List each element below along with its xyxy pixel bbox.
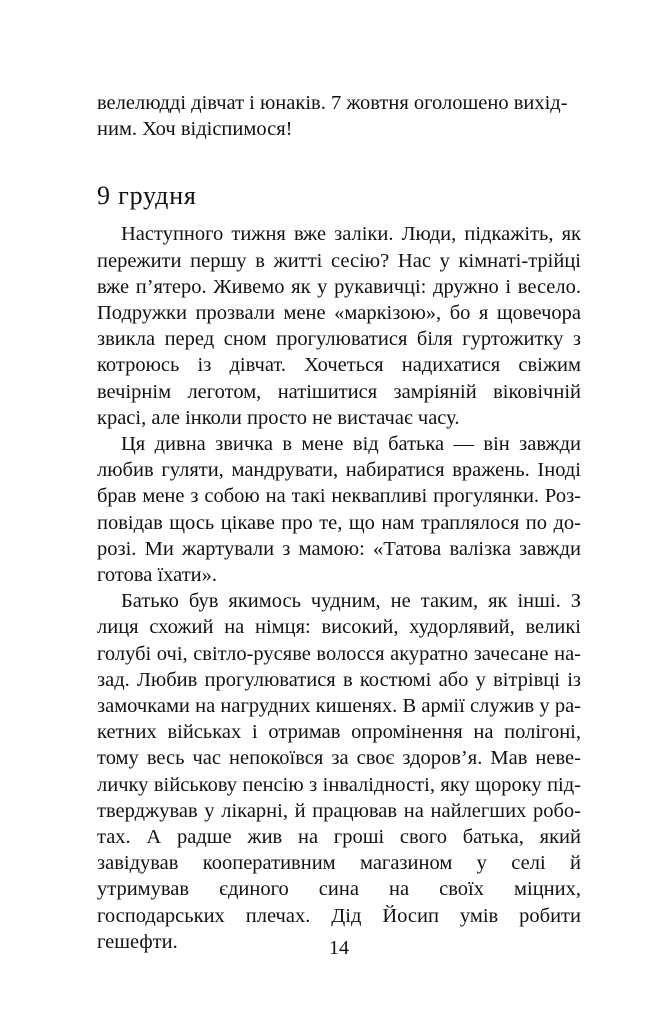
continuation-line-1: велелюдді дівчат і юнаків. 7 жовтня оголошено вихід-: [97, 92, 568, 114]
paragraph-2: Ця дивна звичка в мене від батька — він завжди любив гуляти, мандрувати, набиратися вражень. Іноді брав мене з собою на такі неквапливі прогулянки. Розповідав щось цікаве про те, що нам траплялося по дорозі. Ми жартували з мамою: «Татова валізка завжди готова їхати».: [97, 433, 581, 587]
paragraph-3: Батько був якимось чудним, не таким, як інші. З лиця схожий на німця: високий, худорлявий, великі голубі очі, світло-русяве волосся акуратно зачесане назад. Любив прогулюватися в костюмі або у вітрівці із замочками на нагрудних кишенях. В армії служив у ракетних військах і отримав опромінення на полігоні, тому весь час непокоївся за своє здоров’я. Мав невеличку військову пенсію з інвалідності, яку щороку підтверджував у лікарні, й працював на найлегших роботах. А радше жив на гроші свого батька, який завідував кооперативним магазином у селі й утримував єдиного сина на своїх міцних, господарських плечах. Дід Йосип умів робити гешефти.: [97, 590, 581, 953]
page-body: [97, 90, 581, 955]
entry-heading: 9 грудня: [97, 181, 197, 211]
continuation-line-2: ним. Хоч відіспимося!: [97, 118, 293, 141]
continuation-text: [97, 90, 581, 142]
page-number: 14: [329, 937, 349, 959]
paragraph-1: Наступного тижня вже заліки. Люди, підкажіть, як пережити першу в житті сесію? Нас у кімнаті-трійці вже п’ятеро. Живемо як у рукавичці: дружно і весело. Подружки прозвали мене «маркізою», бо я щовечора звикла перед сном прогулюватися біля гуртожитку з котроюсь із дівчат. Хочеться надихатися свіжим вечірнім леготом, натішитися замріяній віковічній красі, але інколи просто не вистачає часу.: [97, 223, 581, 429]
